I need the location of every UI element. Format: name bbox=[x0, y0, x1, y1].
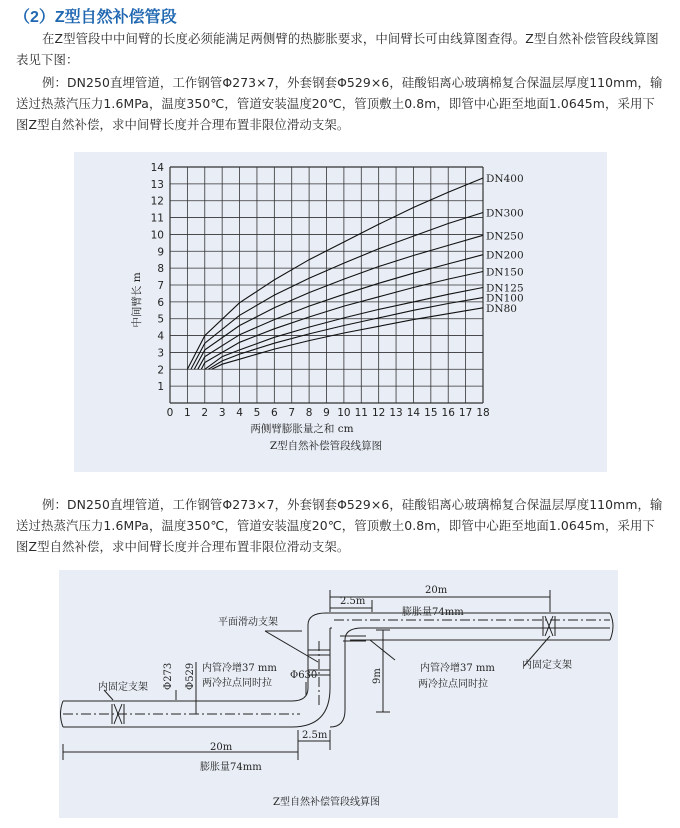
phi630-label: Φ630 bbox=[290, 670, 318, 681]
x-tick-label: 15 bbox=[424, 407, 438, 419]
example-paragraph-repeat: 例：DN250直埋管道，工作钢管Φ273×7，外套钢套Φ529×6，硅酸铝离心玻璃棉复合保温层厚度110mm，输送过热蒸汽压力1.6MPa，温度350℃，管道安装温度20℃，管顶敷土0.8m，即管中心距至地面1.0645m，采用下图Z型自然补偿，求中间臂长度并合理布置非限位滑动支架。 bbox=[16, 497, 663, 554]
y-tick-label: 13 bbox=[150, 178, 164, 191]
top-dim-long-label: 20m bbox=[425, 585, 448, 596]
x-tick-label: 3 bbox=[218, 407, 226, 419]
bottom-expansion-label: 膨胀量74mm bbox=[200, 762, 262, 773]
right-fixed-label: 内固定支架 bbox=[522, 660, 572, 671]
left-note-2: 两冷拉点同时拉 bbox=[202, 678, 272, 689]
series-label-dn250: DN250 bbox=[486, 230, 524, 243]
left-note-1: 内管冷增37 mm bbox=[202, 663, 277, 674]
x-axis-label: 两侧臂膨胀量之和 cm bbox=[250, 423, 354, 435]
x-tick-label: 18 bbox=[476, 407, 490, 419]
y-tick-label: 10 bbox=[150, 229, 164, 242]
x-tick-label: 6 bbox=[270, 407, 278, 419]
y-tick-label: 5 bbox=[157, 313, 164, 326]
x-tick-label: 9 bbox=[323, 407, 330, 419]
section-heading: （2）Z型自然补偿管段 bbox=[14, 9, 177, 26]
series-label-dn80: DN80 bbox=[486, 302, 517, 315]
x-tick-label: 10 bbox=[337, 407, 351, 419]
y-tick-label: 6 bbox=[157, 296, 164, 309]
y-tick-label: 8 bbox=[157, 263, 164, 276]
sliding-support-label: 平面滑动支架 bbox=[218, 617, 278, 628]
x-tick-label: 2 bbox=[201, 407, 209, 419]
y-axis-label: 中间臂长 m bbox=[131, 272, 143, 328]
x-tick-label: 14 bbox=[406, 407, 421, 419]
vertical-dim-label: 9m bbox=[372, 668, 383, 684]
phi273-label: Φ273 bbox=[163, 662, 174, 690]
top-dim-short-label: 2.5m bbox=[340, 596, 366, 607]
x-tick-label: 0 bbox=[166, 407, 174, 419]
series-label-dn300: DN300 bbox=[486, 207, 524, 220]
example-paragraph: 例：DN250直埋管道，工作钢管Φ273×7，外套钢套Φ529×6，硅酸铝离心玻璃棉复合保温层厚度110mm，输送过热蒸汽压力1.6MPa，温度350℃，管道安装温度20℃，管顶敷土0.8m，即管中心距至地面1.0645m，采用下图Z型自然补偿，求中间臂长度并合理布置非限位滑动支架。 bbox=[16, 75, 663, 132]
y-tick-label: 1 bbox=[157, 381, 164, 394]
y-tick-label: 2 bbox=[157, 364, 164, 377]
x-tick-label: 12 bbox=[371, 407, 386, 419]
diagram-panel bbox=[59, 570, 618, 818]
bottom-dim-short-label: 2.5m bbox=[302, 730, 328, 741]
y-tick-label: 11 bbox=[150, 212, 164, 225]
x-tick-label: 8 bbox=[305, 407, 313, 419]
x-tick-label: 7 bbox=[288, 407, 296, 419]
series-label-dn150: DN150 bbox=[486, 266, 524, 279]
y-tick-label: 3 bbox=[157, 347, 164, 360]
y-tick-label: 7 bbox=[157, 280, 164, 292]
series-label-dn100: DN100 bbox=[486, 292, 524, 305]
x-tick-label: 11 bbox=[354, 407, 368, 419]
diagram-caption: Z型自然补偿管段线算图 bbox=[273, 797, 380, 808]
intro-paragraph: 在Z型管段中中间臂的长度必须能满足两侧臂的热膨胀要求，中间臂长可由线算图查得。Z型自然补偿管段线算图表见下图： bbox=[16, 31, 659, 67]
chart-panel bbox=[74, 152, 607, 472]
x-tick-label: 16 bbox=[441, 407, 455, 419]
chart-title: Z型自然补偿管段线算图 bbox=[269, 440, 383, 452]
series-label-dn125: DN125 bbox=[486, 282, 524, 295]
x-tick-label: 5 bbox=[253, 407, 261, 419]
right-note-1: 内管冷增37 mm bbox=[420, 663, 495, 674]
right-note-2: 两冷拉点同时拉 bbox=[418, 679, 488, 690]
top-expansion-label: 膨胀量74mm bbox=[402, 607, 464, 618]
y-tick-label: 12 bbox=[150, 195, 164, 208]
x-tick-label: 17 bbox=[458, 407, 473, 419]
series-label-dn400: DN400 bbox=[486, 172, 524, 185]
x-tick-label: 4 bbox=[236, 407, 243, 419]
x-tick-label: 13 bbox=[389, 407, 403, 419]
y-tick-label: 4 bbox=[157, 330, 164, 343]
series-label-dn200: DN200 bbox=[486, 249, 524, 262]
x-tick-label: 1 bbox=[184, 407, 191, 419]
y-tick-label: 14 bbox=[150, 162, 164, 174]
y-tick-label: 9 bbox=[157, 246, 164, 259]
left-fixed-label: 内固定支架 bbox=[98, 682, 148, 693]
bottom-dim-long-label: 20m bbox=[210, 742, 233, 753]
phi529-label: Φ529 bbox=[185, 662, 196, 690]
